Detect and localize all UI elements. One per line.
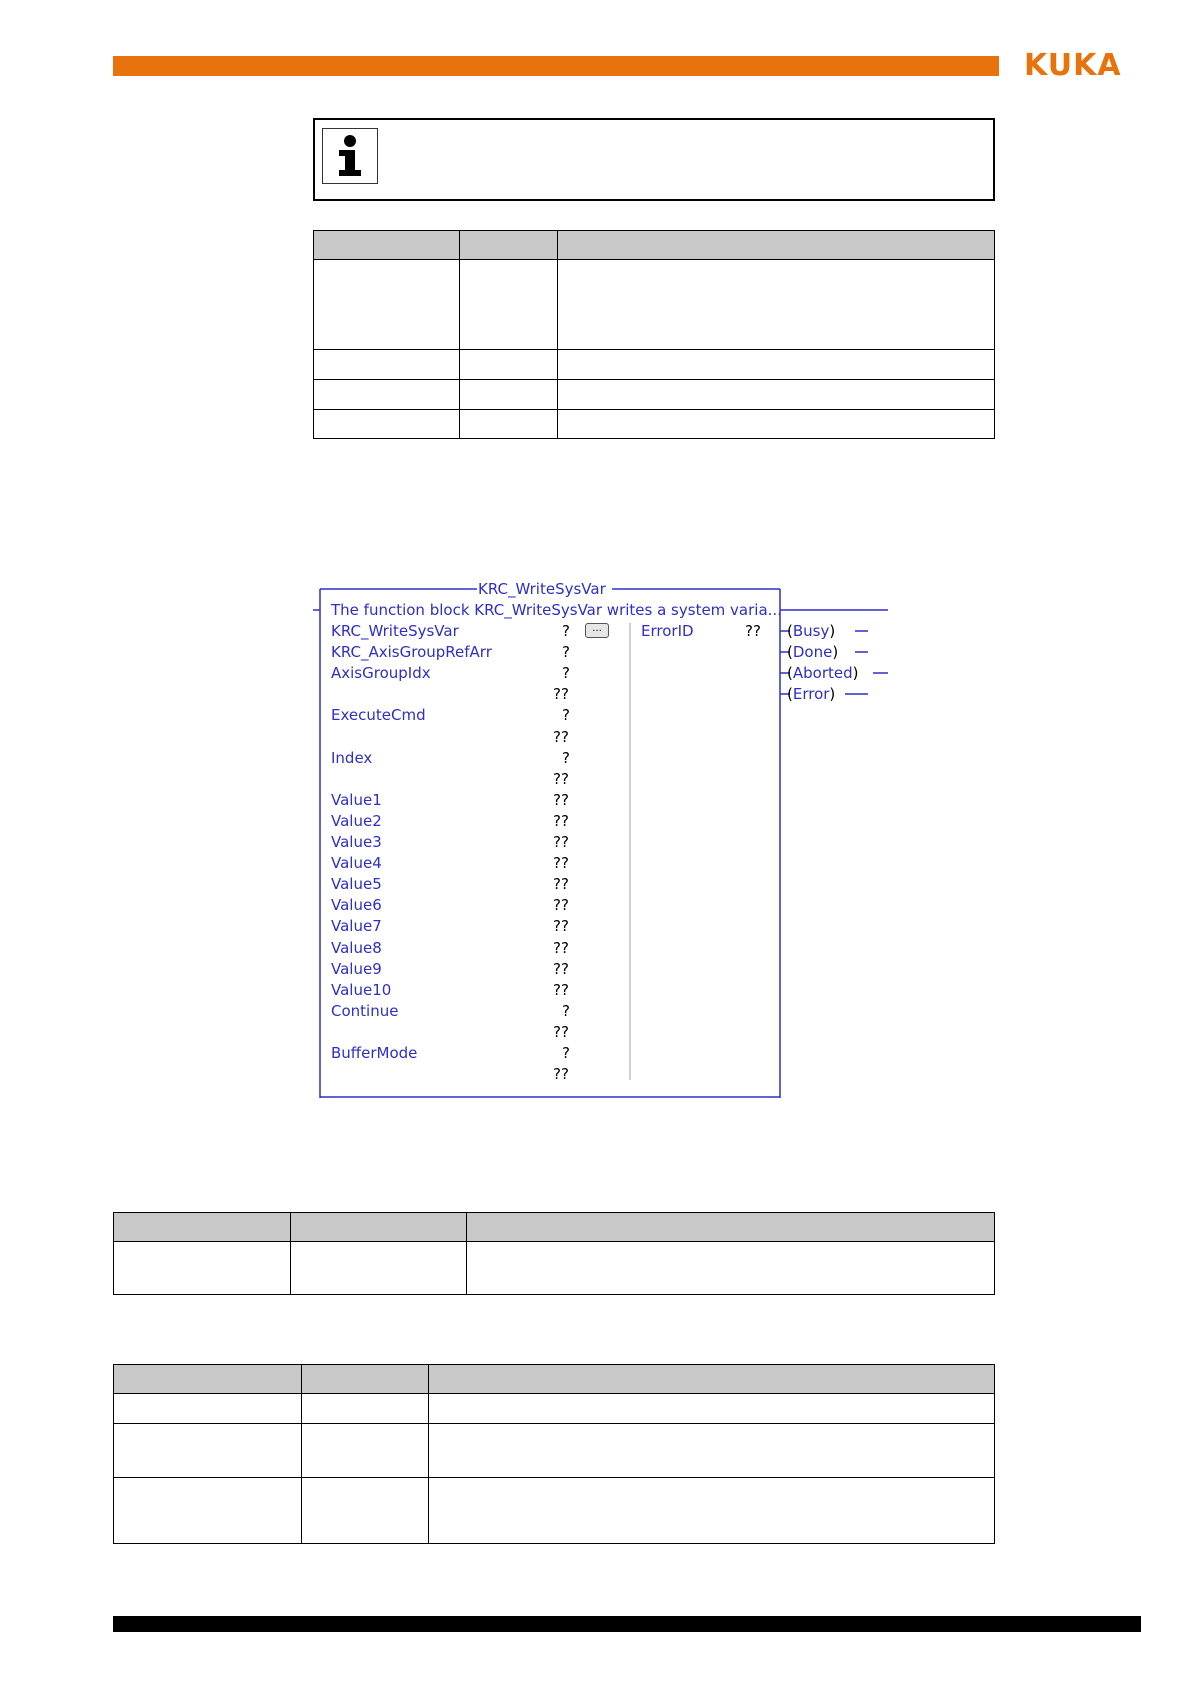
fb-input-value[interactable]: ??: [553, 854, 569, 873]
browse-button[interactable]: [585, 623, 609, 638]
fb-input-value[interactable]: ??: [553, 896, 569, 915]
header-cell: [302, 1365, 429, 1394]
fb-input-value[interactable]: ?: [562, 1001, 570, 1020]
fb-input-value[interactable]: ??: [553, 980, 569, 999]
coil-busy: (Busy): [787, 622, 836, 640]
fb-input-value[interactable]: ?: [562, 664, 570, 683]
table-row: [114, 1424, 995, 1478]
fb-output-label: ErrorID: [641, 622, 694, 640]
header-cell: [114, 1213, 291, 1242]
fb-input-label: Value4: [331, 854, 382, 873]
fb-input-label: Value8: [331, 938, 382, 957]
table-row: [114, 1394, 995, 1424]
fb-input-label: Continue: [331, 1001, 399, 1020]
fb-input-value-secondary[interactable]: ??: [553, 727, 569, 746]
fb-input-label: KRC_AxisGroupRefArr: [331, 643, 492, 662]
table-parameters-2: [113, 1212, 995, 1295]
fb-input-value-secondary[interactable]: ??: [553, 685, 569, 704]
table-header-row: [114, 1213, 995, 1242]
fb-input-label: Value3: [331, 833, 382, 851]
fb-input-label: Value9: [331, 959, 382, 978]
coil-error: (Error): [787, 685, 836, 703]
fb-input-label: ExecuteCmd: [331, 706, 426, 725]
table-cell: [460, 380, 558, 410]
table-cell: [114, 1424, 302, 1478]
fb-input-value[interactable]: ?: [562, 622, 570, 640]
header-accent-bar: [113, 56, 999, 76]
fb-input-label: Value7: [331, 917, 382, 936]
fb-input-value[interactable]: ??: [553, 833, 569, 851]
table-cell: [114, 1478, 302, 1544]
table-cell: [114, 1394, 302, 1424]
fb-input-label: Value1: [331, 790, 382, 809]
fb-input-label: Index: [331, 748, 373, 767]
fb-input-label: Value5: [331, 875, 382, 894]
fb-input-label: AxisGroupIdx: [331, 664, 431, 683]
header-cell: [429, 1365, 995, 1394]
table-cell: [429, 1424, 995, 1478]
header-cell: [558, 231, 995, 260]
table-cell: [558, 350, 995, 380]
table-cell: [302, 1478, 429, 1544]
table-header-row: [114, 1365, 995, 1394]
fb-input-value[interactable]: ?: [562, 748, 570, 767]
table-row: [314, 350, 995, 380]
table-header-row: [314, 231, 995, 260]
coil-done: (Done): [787, 643, 839, 661]
table-row: [314, 260, 995, 350]
table-cell: [429, 1478, 995, 1544]
header-cell: [460, 231, 558, 260]
fb-input-label: Value6: [331, 896, 382, 915]
fb-input-label: Value2: [331, 811, 382, 830]
table-cell: [314, 410, 460, 439]
fb-input-value[interactable]: ??: [553, 790, 569, 809]
table-cell: [314, 260, 460, 350]
kuka-logo: KUKA: [1024, 48, 1122, 83]
table-row: [314, 380, 995, 410]
table-row: [114, 1242, 995, 1295]
table-cell: [302, 1394, 429, 1424]
table-cell: [558, 260, 995, 350]
fb-output-value: ??: [745, 622, 761, 640]
coil-aborted: (Aborted): [787, 664, 859, 682]
footer-bar: [113, 1616, 1141, 1632]
function-block-diagram: [300, 578, 900, 1098]
table-parameters-3: [113, 1364, 995, 1544]
table-cell: [429, 1394, 995, 1424]
note-box: [313, 118, 995, 201]
fb-input-value[interactable]: ??: [553, 959, 569, 978]
fb-input-value[interactable]: ?: [562, 643, 570, 662]
browse-button-label: ...: [592, 623, 602, 634]
table-row: [114, 1478, 995, 1544]
table-cell: [460, 350, 558, 380]
table-cell: [460, 410, 558, 439]
fb-input-value[interactable]: ??: [553, 811, 569, 830]
table-cell: [291, 1242, 467, 1295]
header-cell: [314, 231, 460, 260]
fb-input-value-secondary[interactable]: ??: [553, 1022, 569, 1041]
table-cell: [302, 1424, 429, 1478]
fb-input-value[interactable]: ??: [553, 938, 569, 957]
table-cell: [558, 410, 995, 439]
fb-input-label: KRC_WriteSysVar: [331, 622, 459, 640]
table-cell: [114, 1242, 291, 1295]
header-cell: [291, 1213, 467, 1242]
table-cell: [558, 380, 995, 410]
fb-input-value[interactable]: ?: [562, 706, 570, 725]
fb-title: KRC_WriteSysVar: [478, 580, 606, 598]
fb-input-value[interactable]: ?: [562, 1044, 570, 1062]
table-row: [314, 410, 995, 439]
fb-input-value[interactable]: ??: [553, 875, 569, 894]
fb-input-value-secondary[interactable]: ??: [553, 1065, 569, 1084]
table-cell: [314, 380, 460, 410]
table-cell: [460, 260, 558, 350]
fb-description: The function block KRC_WriteSysVar writes a system varia...: [331, 601, 782, 619]
header-cell: [114, 1365, 302, 1394]
table-parameters-1: [313, 230, 995, 439]
header-cell: [467, 1213, 995, 1242]
fb-input-value[interactable]: ??: [553, 917, 569, 936]
fb-input-value-secondary[interactable]: ??: [553, 769, 569, 788]
fb-input-label: Value10: [331, 980, 392, 999]
fb-input-label: BufferMode: [331, 1044, 418, 1062]
info-icon: [322, 128, 378, 184]
table-cell: [467, 1242, 995, 1295]
table-cell: [314, 350, 460, 380]
